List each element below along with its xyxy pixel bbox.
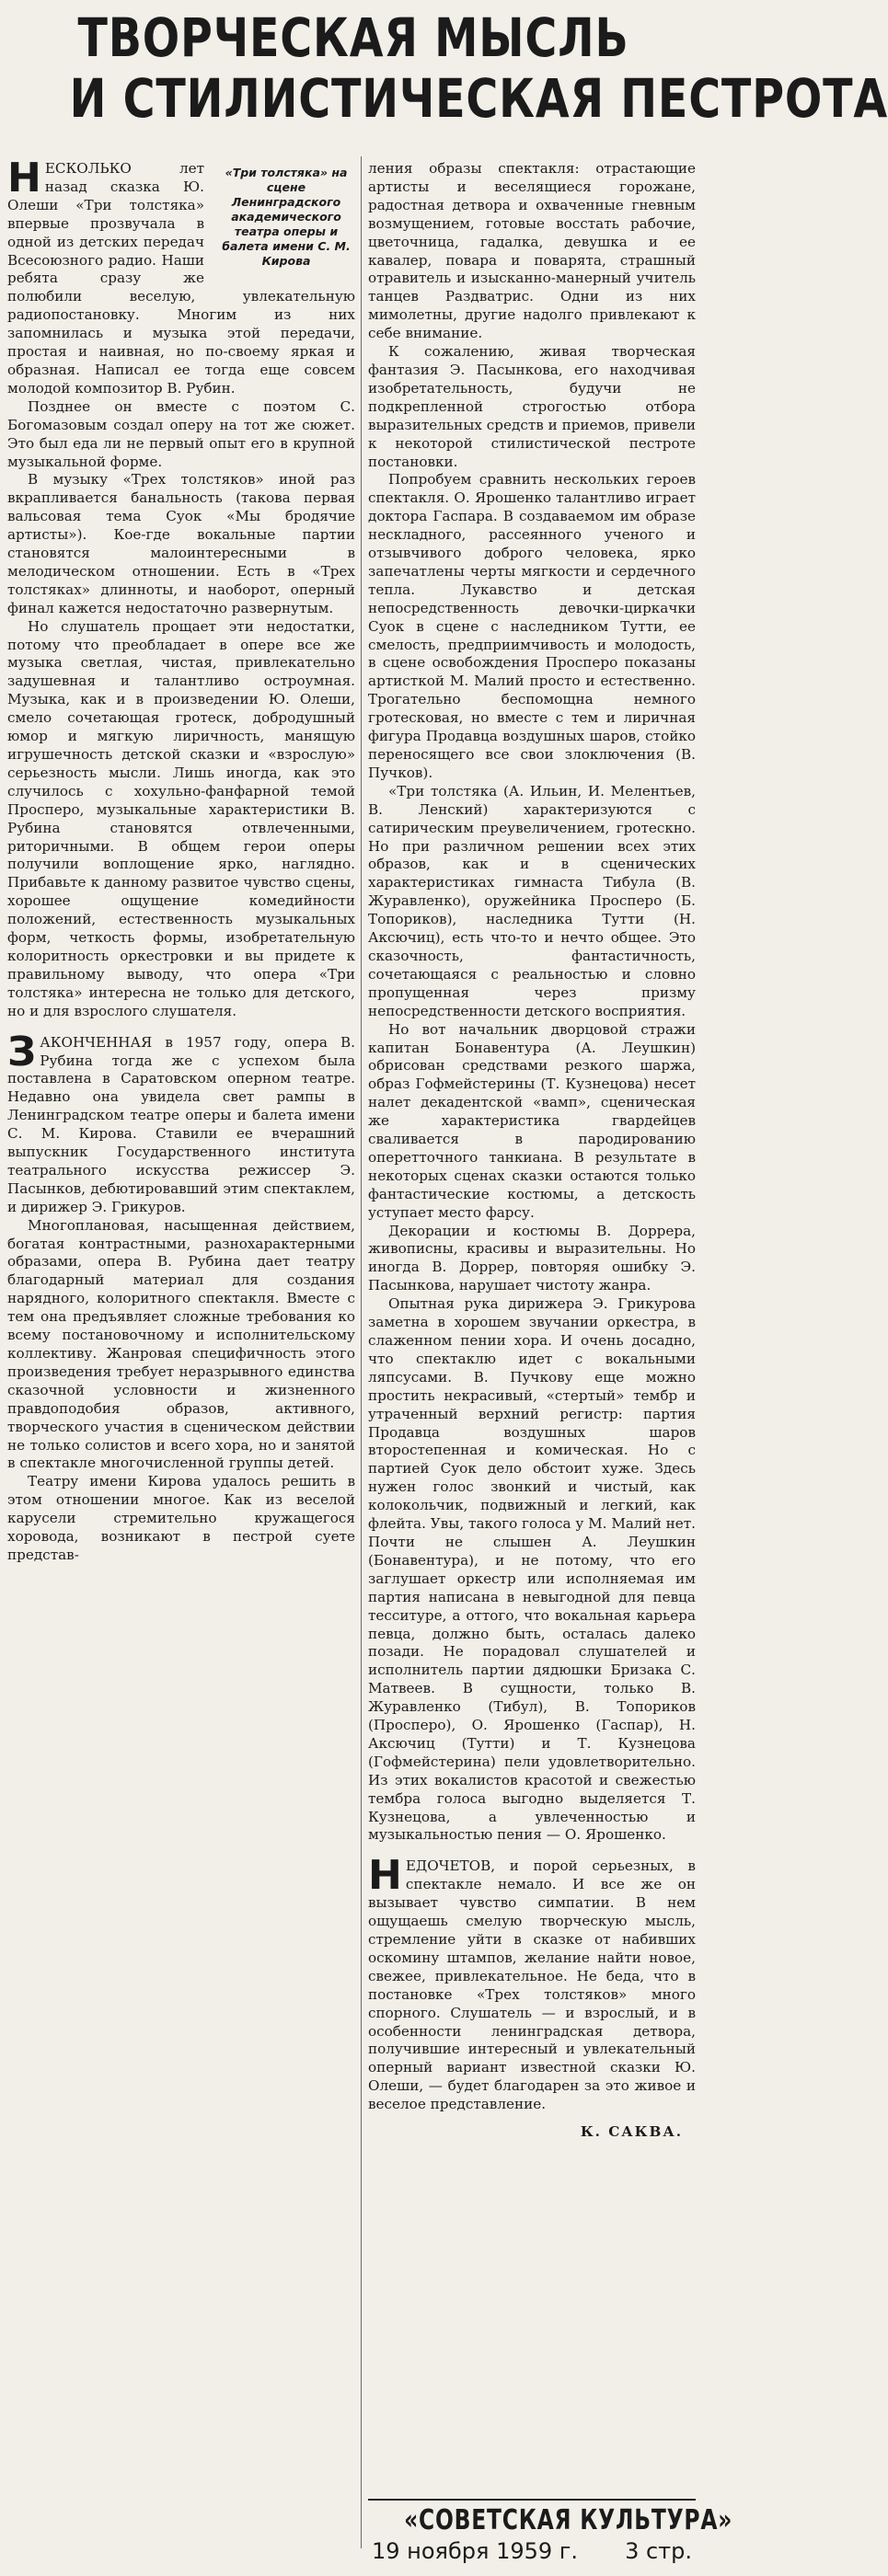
paragraph: ления образы спектакля: отрастающие артисты и веселящиеся горожане, радостная детвора и охваченные гневным возмущением, готовые восстать рабочие, цветочница, гадалка, девушка и ее кавалер, повара и поварята, страшный отравитель и изысканно-манерный учитель танцев Раздватрис. Одни из них мимолетны, другие надолго привлекают к себе внимание. <box>368 160 696 342</box>
drop-cap: З <box>7 1028 37 1075</box>
author-signature: К. САКВА. <box>580 2123 683 2141</box>
paragraph: В музыку «Трех толстяков» иной раз вкрапливается банальность (такова первая вальсовая тема Суок «Мы бродячие артисты»). Кое-где вокальные партии становятся малоинтересными в мелодическом отношении. Есть в «Трех толстяках» длинноты, и наоборот, оперный финал кажется недостаточно развернутым. <box>7 471 355 616</box>
issue-date: 19 ноября 1959 г. <box>372 2538 579 2564</box>
paragraph: Многоплановая, насыщенная действием, богатая контрастными, разнохарактерными образами, опера В. Рубина дает театру благодарный материал для создания нарядного, колоритного спектакля. Вместе с тем она предъявляет сложные требования ко всему постановочному и исполнительскому коллективу. Жанровая специфичность этого произведения требует неразрывного единства сказочной условности и жизненного правдоподобия образов, активного, творческого участия в сценическом действии не только солистов и всего хора, но и занятой в спектакле многочисленной группы детей. <box>7 1216 355 1472</box>
paragraph: Но слушатель прощает эти недостатки, потому что преобладает в опере все же музыка светлая, чистая, привлекательно задушевная и талантливо остроумная. Музыка, как и в произведении Ю. Олеши, смело сочетающая гротеск, добродушный юмор и мягкую лиричность, манящую игрушечность детской сказки и «взрослую» серьезность мысли. Лишь иногда, как это случилось с хохульно-фанфарной темой Просперо, музыкальные характеристики В. Рубина становятся отвлеченными, риторичными. В общем герои оперы получили воплощение ярко, наглядно. Прибавьте к данному развитое чувство сцены, хорошее ощущение комедийности положений, естественность музыкальных форм, четкость формы, изобретательную колоритность оркестровки и вы придете к правильному выводу, что опера «Три толстяка» интересна не только для детского, но и для взрослого слушателя. <box>7 617 355 1019</box>
paragraph: НЕДОЧЕТОВ, и порой серьезных, в спектакле немало. И все же он вызывает чувство симпатии. В нем ощущаешь смелую творческую мысль, стремление уйти в сказке от набивших оскомину штампов, желание найти новое, свежее, привлекательное. Не беда, что в постановке «Трех толстяков» много спорного. Слушатель — и взрослый, и в особенности ленинградская детвора, получившие интересный и увлекательный оперный вариант известной сказки Ю. Олеши, — будет благодарен за это живое и веселое представление. <box>368 1852 696 2113</box>
paragraph: Но вот начальник дворцовой стражи капитан Бонавентура (А. Леушкин) обрисован средствами резкого шаржа, образ Гофмейстерины (Т. Кузнецова) несет налет декадентской «вамп», сценическая же характеристика гвардейцев сваливается в пародированию оперетточного танкиана. В результате в некоторых сценах сказки остаются только фантастические костюмы, а детскость уступает место фарсу. <box>368 1020 696 1221</box>
paragraph: НЕСКОЛЬКО лет назад сказка Ю. Олеши «Три толстяка» впервые прозвучала в одной из детских передач Всесоюзного радио. Наши ребята сразу же полюбили веселую, увлекательную радиопостановку. Многим из них запомнилась и музыка этой передачи, простая и наивная, но по-своему яркая и образная. Написал ее тогда еще совсем молодой композитор В. Рубин. <box>7 155 355 397</box>
article-column-left <box>7 155 355 1565</box>
page-number: 3 стр. <box>625 2538 692 2564</box>
column-divider <box>361 156 362 2548</box>
headline-line-2: И СТИЛИСТИЧЕСКАЯ ПЕСТРОТА <box>69 67 888 130</box>
paragraph: Декорации и костюмы В. Доррера, живописны, красивы и выразительны. Но иногда В. Доррер, повторяя ошибку Э. Пасынкова, нарушает чистоту жанра. <box>368 1222 696 1294</box>
headline-line-1: ТВОРЧЕСКАЯ МЫСЛЬ <box>77 6 629 69</box>
newspaper-masthead <box>368 2499 733 2564</box>
paragraph: Позднее он вместе с поэтом С. Богомазовым создал оперу на тот же сюжет. Это был еда ли не первый опыт его в крупной музыкальной форме. <box>7 397 355 470</box>
newspaper-title: «СОВЕТСКАЯ КУЛЬТУРА» <box>404 2504 733 2536</box>
drop-cap: Н <box>7 155 41 201</box>
article-headline <box>7 6 888 144</box>
article-column-right <box>368 160 696 2142</box>
paragraph: Опытная рука дирижера Э. Грикурова заметна в хорошем звучании оркестра, в слаженном пении хора. И очень досадно, что спектаклю идет с вокальными ляпсусами. В. Пучкову еще можно простить некрасивый, «стертый» тембр и утраченный верхний регистр: партия Продавца воздушных шаров второстепенная и комическая. Но с партией Суок дело обстоит хуже. Здесь нужен голос звонкий и чистый, как колокольчик, подвижный и легкий, как флейта. Увы, такого голоса у М. Малий нет. Почти не слышен А. Леушкин (Бонавентура), и не потому, что его заглушает оркестр или исполняемая им партия написана в невыгодной для певца тесситуре, а оттого, что вокальная карьера певца, должно быть, осталась далеко позади. Не порадовал слушателей и исполнитель партии дядюшки Бризака С. Матвеев. В сущности, только В. Журавленко (Тибул), В. Топориков (Просперо), О. Ярошенко (Гаспар), Н. Аксючиц (Тутти) и Т. Кузнецова (Гофмейстерина) пели удовлетворительно. Из этих вокалистов красотой и свежестью тембра голоса выгодно выделяется Т. Кузнецова, а увлеченностью и музыкальностью пения — О. Ярошенко. <box>368 1295 696 1844</box>
paragraph: Театру имени Кирова удалось решить в этом отношении многое. Как из веселой карусели стремительно кружащегося хоровода, возникают в пестрой суете представ- <box>7 1473 355 1563</box>
paragraph: ЗАКОНЧЕННАЯ в 1957 году, опера В. Рубина тогда же с успехом была поставлена в Саратовском оперном театре. Недавно она увидела свет рампы в Ленинградском театре оперы и балета имени С. М. Кирова. Ставили ее вчерашний выпускник Государственного института театрального искусства режиссер Э. Пасынков, дебютировавший этим спектаклем, и дирижер Э. Грикуров. <box>7 1028 355 1215</box>
drop-cap: Н <box>368 1852 402 1900</box>
paragraph: «Три толстяка (А. Ильин, И. Мелентьев, В. Ленский) характеризуются с сатирическим преувеличением, гротескно. Но при различном решении всех этих образов, как и в сценических характеристиках гимнаста Тибула (В. Журавленко), оружейника Просперо (Б. Топориков), наследника Тутти (Н. Аксючиц), есть что-то и нечто общее. Это сказочность, фантастичность, сочетающаяся с реальностью и словно пропущенная через призму непосредственности детского восприятия. <box>368 782 696 1019</box>
paragraph: Попробуем сравнить нескольких героев спектакля. О. Ярошенко талантливо играет доктора Гаспара. В создаваемом им образе нескладного, рассеянного ученого и отзывчивого доброго человека, ярко запечатлены черты мягкости и сердечного тепла. Лукавство и детская непосредственность девочки-циркачки Суок в сцене с наследником Тутти, ее смелость, предприимчивость и молодость, в сцене освобождения Просперо показаны артисткой М. Малий просто и естественно. Трогательно беспомощна немного гротесковая, но вместе с тем и лиричная фигура Продавца воздушных шаров, стойко переносящего все свои злоключения (В. Пучков). <box>368 471 696 781</box>
article-subhead: «Три толстяка» на сцене Ленинградского академического театра оперы и балета имени С. М. Кирова <box>222 166 351 268</box>
paragraph: К сожалению, живая творческая фантазия Э. Пасынкова, его находчивая изобретательность, будучи не подкрепленной строгостью отбора выразительных средств и приемов, привели к некоторой стилистической пестроте постановки. <box>368 343 696 470</box>
